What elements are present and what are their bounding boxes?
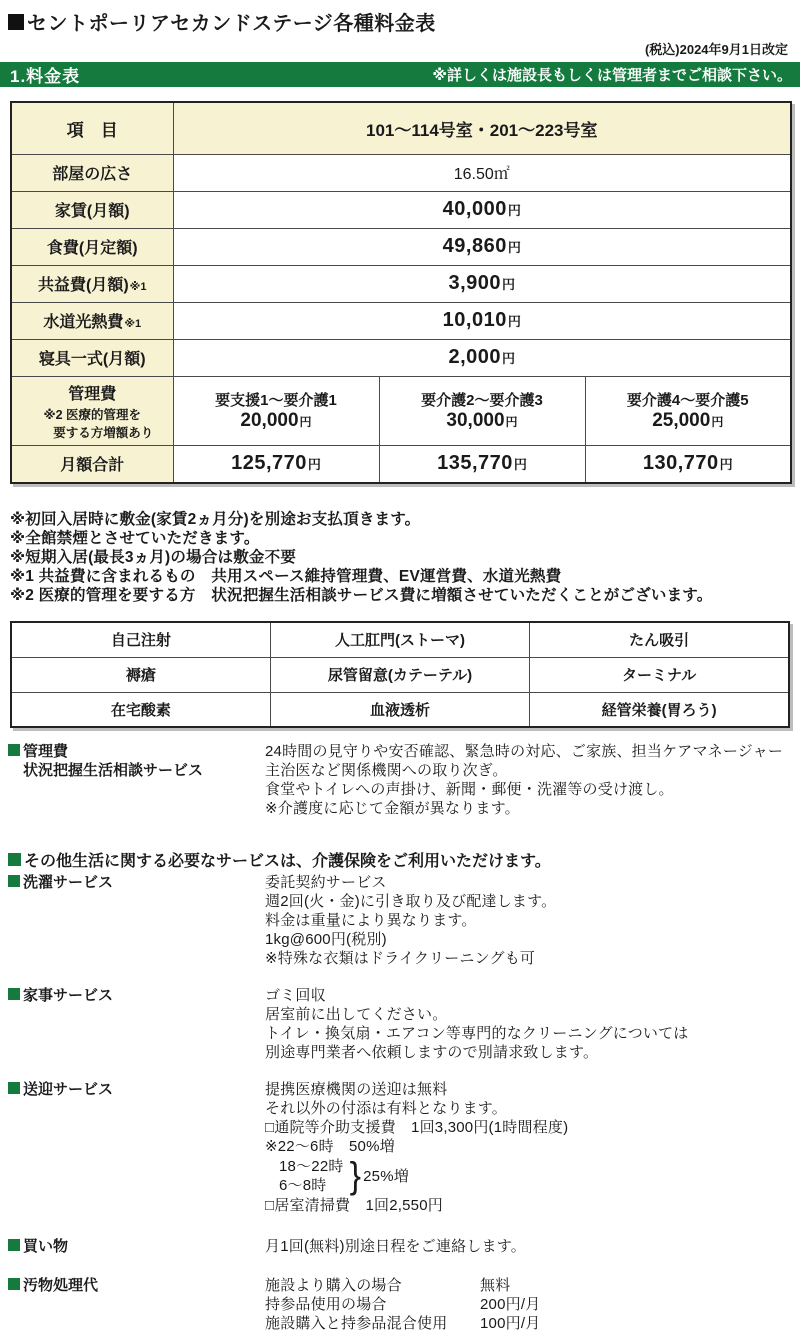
row-label: 水道光熱費※1 xyxy=(11,302,173,339)
section-note: ※詳しくは施設長もしくは管理者までご相談下さい。 xyxy=(432,67,792,84)
medical-cell: 血液透析 xyxy=(270,692,529,727)
row-label: 食費(月定額) xyxy=(11,228,173,265)
table-row xyxy=(11,302,791,339)
table-row xyxy=(11,692,789,727)
table-row xyxy=(11,622,789,657)
header-item-cell: 項 目 xyxy=(11,102,173,154)
services-section xyxy=(0,728,800,1333)
note-line: ※2 医療的管理を要する方 状況把握生活相談サービス費に増額させていただくことがございます。 xyxy=(10,587,713,604)
total-cell: 130,770円 xyxy=(585,445,791,483)
waste-fee: 200円/月 xyxy=(480,1296,541,1313)
footnote-mark: ※1 xyxy=(124,318,142,330)
title-bar xyxy=(0,0,800,36)
table-row xyxy=(11,339,791,376)
row-label: 部屋の広さ xyxy=(11,154,173,191)
service-description: 委託契約サービス 週2回(火・金)に引き取り及び配達します。 料金は重量により異なります。 1kg@600円(税別) ※特殊な衣類はドライクリーニングも可 xyxy=(265,874,557,967)
green-square-icon xyxy=(8,1082,20,1094)
medical-cell: たん吸引 xyxy=(530,622,789,657)
other-services-heading: その他生活に関する必要なサービスは、介護保険をご利用いただけます。 xyxy=(8,848,792,871)
brace-glyph: } xyxy=(349,1154,362,1197)
management-fee-cell: 要支援1〜要介護1 20,000円 xyxy=(173,376,379,445)
night-rate: 25%増 xyxy=(363,1167,409,1185)
waste-fee-row: 施設購入と持参品混合使用 100円/月 xyxy=(265,1315,541,1332)
management-fee-label: 管理費 ※2 医療的管理を 要する方増額あり xyxy=(11,376,173,445)
green-square-icon xyxy=(8,988,20,1000)
green-square-icon xyxy=(8,875,20,887)
total-cell: 135,770円 xyxy=(379,445,585,483)
table-row xyxy=(11,657,789,692)
table-row xyxy=(11,265,791,302)
service-description: 提携医療機関の送迎は無料 それ以外の付添は有料となります。 □通院等介助支援費 1回3,300円(1時間程度) ※22〜6時 50%増 18〜22時 6〜8時 } 25%増 □居室清掃費 1回2,550円 xyxy=(265,1081,569,1214)
medical-cell: 在宅酸素 xyxy=(11,692,270,727)
management-fee-cell: 要介護2〜要介護3 30,000円 xyxy=(379,376,585,445)
total-label: 月額合計 xyxy=(11,445,173,483)
green-square-icon xyxy=(8,744,20,756)
service-laundry xyxy=(8,873,792,968)
table-row xyxy=(11,154,791,191)
service-description: ゴミ回収 居室前に出してください。 トイレ・換気扇・エアコン等専門的なクリーニングについては 別途専門業者へ依頼しますので別請求致します。 xyxy=(265,987,689,1061)
note-line: ※全館禁煙とさせていただきます。 xyxy=(10,530,260,547)
service-label: 家事サービス xyxy=(8,986,265,1005)
waste-fee: 100円/月 xyxy=(480,1315,541,1332)
row-label: 寝具一式(月額) xyxy=(11,339,173,376)
header-rooms-cell: 101〜114号室・201〜223号室 xyxy=(173,102,791,154)
note-line: ※短期入居(最長3ヵ月)の場合は敷金不要 xyxy=(10,549,297,566)
service-description: 24時間の見守りや安否確認、緊急時の対応、ご家族、担当ケアマネージャー 主治医など関係機関への取り次ぎ。 食堂やトイレへの声掛け、新聞・郵便・洗濯等の受け渡し。 ※介護度に応じて金額が異なります。 xyxy=(265,743,784,817)
note-line: ※1 共益費に含まれるもの 共用スペース維持管理費、EV運営費、水道光熱費 xyxy=(10,568,562,585)
medical-cell: 経管栄養(胃ろう) xyxy=(530,692,789,727)
row-label: 家賃(月額) xyxy=(11,191,173,228)
section-heading: 1.料金表 xyxy=(10,67,81,86)
service-label: 送迎サービス xyxy=(8,1080,265,1099)
page-title: セントポーリアセカンドステージ各種料金表 xyxy=(27,13,436,35)
section-header-bar xyxy=(0,62,800,87)
row-value: 49,860円 xyxy=(173,228,791,265)
medical-cell: 尿管留意(カテーテル) xyxy=(270,657,529,692)
waste-fee: 無料 xyxy=(480,1277,511,1294)
price-table xyxy=(10,101,792,484)
total-cell: 125,770円 xyxy=(173,445,379,483)
service-shopping xyxy=(8,1237,792,1256)
medical-cell: 褥瘡 xyxy=(11,657,270,692)
row-value: 40,000円 xyxy=(173,191,791,228)
note-line: ※初回入居時に敷金(家賃2ヵ月分)を別途お支払頂きます。 xyxy=(10,511,421,528)
table-row xyxy=(11,191,791,228)
green-square-icon xyxy=(8,1239,20,1251)
green-square-icon xyxy=(8,853,21,866)
price-table-header-row xyxy=(11,102,791,154)
service-transport xyxy=(8,1080,792,1215)
monthly-total-row xyxy=(11,445,791,483)
black-square-icon xyxy=(8,14,24,30)
night-rate-group: 18〜22時 6〜8時 } 25%増 xyxy=(279,1154,409,1197)
service-description: 月1回(無料)別途日程をご連絡します。 xyxy=(265,1238,526,1255)
row-value: 16.50㎡ xyxy=(173,154,791,191)
waste-fee-row: 施設より購入の場合 無料 xyxy=(265,1277,511,1294)
medical-cell: ターミナル xyxy=(530,657,789,692)
row-value: 3,900円 xyxy=(173,265,791,302)
revision-date: (税込)2024年9月1日改定 xyxy=(644,42,788,57)
medical-conditions-table xyxy=(10,621,790,728)
service-description xyxy=(265,1276,540,1333)
management-fee-row xyxy=(11,376,791,445)
management-fee-cell: 要介護4〜要介護5 25,000円 xyxy=(585,376,791,445)
service-label: 洗濯サービス xyxy=(8,873,265,892)
row-label: 共益費(月額)※1 xyxy=(11,265,173,302)
service-management-fee xyxy=(8,742,792,818)
row-value: 10,010円 xyxy=(173,302,791,339)
footnote-mark: ※1 xyxy=(129,281,147,293)
service-waste-disposal xyxy=(8,1276,792,1333)
service-label: 管理費 状況把握生活相談サービス xyxy=(8,742,265,780)
medical-cell: 人工肛門(ストーマ) xyxy=(270,622,529,657)
service-label: 買い物 xyxy=(8,1237,265,1256)
service-housework xyxy=(8,986,792,1062)
waste-fee-row: 持参品使用の場合 200円/月 xyxy=(265,1296,541,1313)
medical-cell: 自己注射 xyxy=(11,622,270,657)
table-row xyxy=(11,228,791,265)
service-label: 汚物処理代 xyxy=(8,1276,265,1295)
notes-block xyxy=(0,484,800,605)
row-value: 2,000円 xyxy=(173,339,791,376)
green-square-icon xyxy=(8,1278,20,1290)
